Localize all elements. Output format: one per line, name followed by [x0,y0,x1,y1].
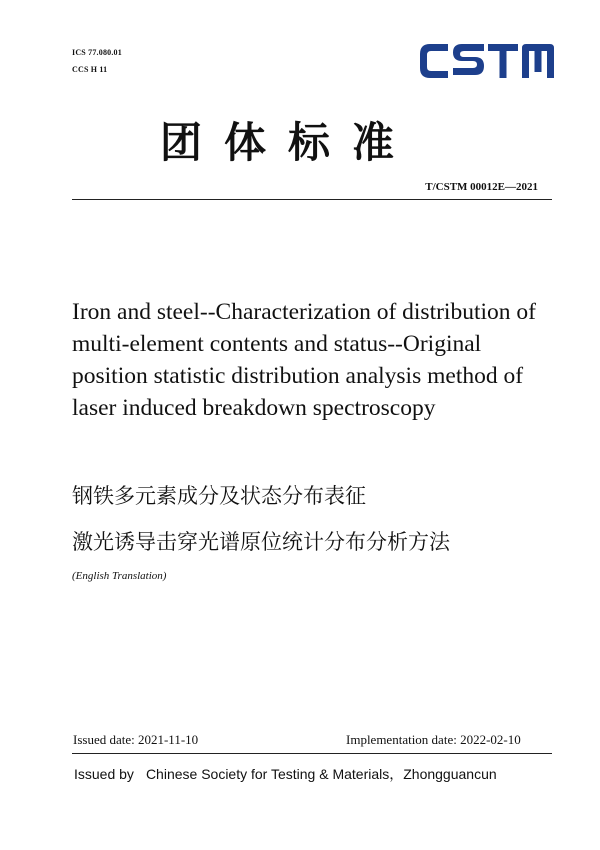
standard-number: T/CSTM 00012E—2021 [425,181,538,193]
issuer-name: Chinese Society for Testing & Materials，Zhongguancun [145,766,497,782]
chinese-title-line-2: 激光诱导击穿光谱原位统计分布分析方法 [72,530,450,554]
chinese-title-line-1: 钢铁多元素成分及状态分布表征 [72,484,366,508]
issuer-line [74,764,497,784]
ics-code: ICS 77.080.01 [72,48,122,57]
document-type-title: 团体标准 [160,118,417,167]
translation-note: (English Translation) [72,570,167,582]
cstm-logo [418,42,556,82]
ccs-code: CCS H 11 [72,65,108,74]
issued-date: Issued date: 2021-11-10 [73,732,199,747]
implementation-date: Implementation date: 2022-02-10 [346,732,521,747]
footer-divider [72,753,552,754]
classification-codes [72,44,122,78]
issuer-label: Issued by [74,766,134,782]
english-title: Iron and steel--Characterization of distribution of multi-element contents and status--Original position statistic distribution analysis method of laser induced breakdown spectroscopy [72,299,536,421]
header-divider [72,199,552,200]
